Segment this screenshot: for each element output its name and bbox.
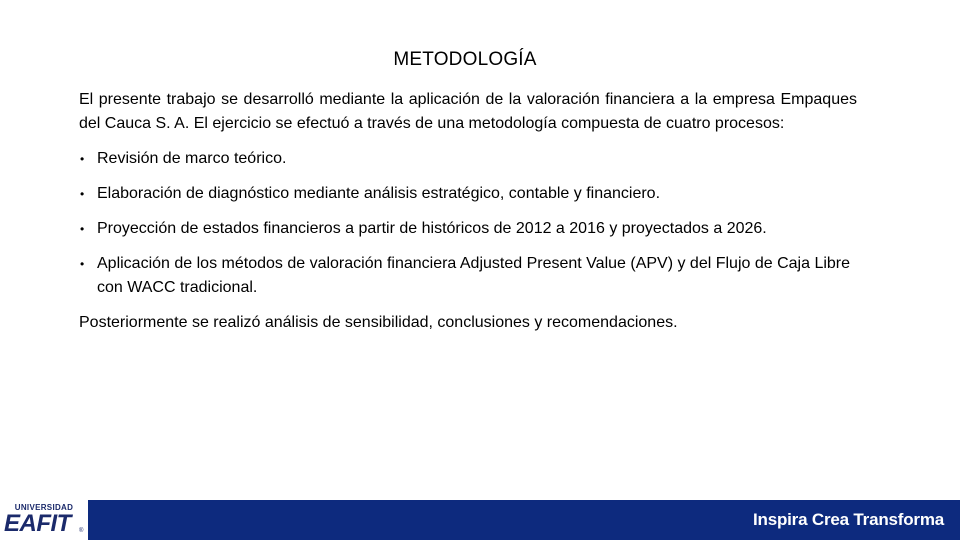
process-list [79, 147, 857, 300]
list-item-text: Elaboración de diagnóstico mediante análisis estratégico, contable y financiero. [97, 185, 661, 202]
footer-slogan: Inspira Crea Transforma [753, 510, 944, 529]
bullet-icon: • [80, 152, 85, 166]
logo-wordmark: EAFIT [4, 510, 71, 537]
intro-paragraph: El presente trabajo se desarrolló mediante la aplicación de la valoración financiera a la empresa Empaques del Cauca S. A. El ejercicio se efectuó a través de una metodología compuesta de cuatro procesos: [79, 91, 857, 132]
slide-body [79, 88, 857, 335]
footer-bar [0, 500, 960, 540]
logo-registered-mark: ® [79, 528, 84, 534]
bullet-icon: • [80, 257, 85, 271]
slide-title: METODOLOGÍA [393, 48, 537, 70]
closing-paragraph: Posteriormente se realizó análisis de sensibilidad, conclusiones y recomendaciones. [79, 314, 678, 331]
bullet-icon: • [80, 187, 85, 201]
list-item [79, 217, 857, 241]
logo-university-label: UNIVERSIDAD [14, 503, 74, 512]
bullet-icon: • [80, 222, 85, 236]
list-item [79, 147, 857, 171]
eafit-logo [0, 500, 88, 540]
list-item-text: Aplicación de los métodos de valoración financiera Adjusted Present Value (APV) y del Flujo de Caja Libre con WACC tradicional. [97, 255, 851, 296]
list-item-text: Revisión de marco teórico. [97, 150, 287, 167]
footer-band [88, 500, 960, 540]
list-item [79, 252, 857, 300]
list-item-text: Proyección de estados financieros a partir de históricos de 2012 a 2016 y proyectados a 2026. [97, 220, 767, 237]
list-item [79, 182, 857, 206]
